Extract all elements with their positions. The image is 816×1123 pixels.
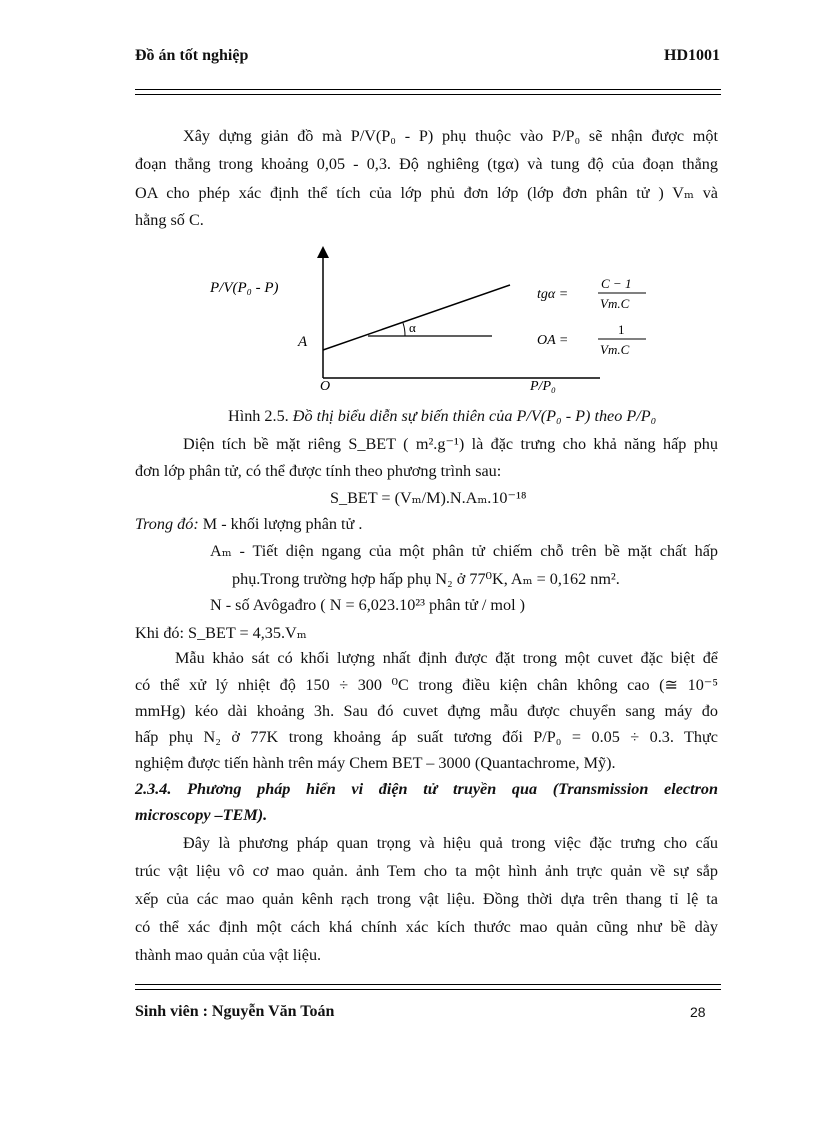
- sample-line-1: Mẫu khảo sát có khối lượng nhất định được đặt trong một cuvet đặc biệt để: [175, 649, 718, 667]
- intro-line-2: đoạn thẳng trong khoảng 0,05 - 0,3. Độ nghiêng (tgα) và tung độ của đoạn thẳng: [135, 155, 718, 173]
- angle-arc: [403, 323, 405, 336]
- header-code: HD1001: [664, 47, 720, 64]
- sample-line-4: hấp phụ N₂ ở 77K trong khoảng áp suất tương đối P/P₀ = 0.05 ÷ 0.3. Thực: [135, 728, 718, 746]
- angle-label: α: [409, 320, 416, 335]
- eq2-denominator: Vm.C: [600, 342, 630, 357]
- section-heading-line-1: 2.3.4. Phương pháp hiển vi điện tử truyền qua (Transmission electron: [135, 780, 718, 798]
- header-rule-2: [135, 94, 721, 95]
- eq2-numerator: 1: [618, 322, 625, 337]
- bet-line-1: Diện tích bề mặt riêng S_BET ( m².g⁻¹) là đặc trưng cho khả năng hấp phụ: [183, 435, 718, 453]
- avogadro-line: N - số Avôgađro ( N = 6,023.10²³ phân tử / mol ): [210, 596, 526, 614]
- header-title: Đồ án tốt nghiệp: [135, 47, 249, 64]
- footer-rule-2: [135, 989, 721, 990]
- intro-line-3: OA cho phép xác định thể tích của lớp phủ đơn lớp (lớp đơn phân tử ) Vₘ và: [135, 184, 718, 202]
- khi-do-line: Khi đó: S_BET = 4,35.Vₘ: [135, 624, 307, 642]
- caption-prefix: Hình 2.5.: [228, 407, 293, 425]
- bet-figure: [200, 240, 670, 400]
- tem-line-3: xếp của các mao quản kênh rạch trong vật liệu. Đồng thời dựa trên thang tỉ lệ ta: [135, 890, 718, 908]
- tem-line-5: thành mao quản của vật liệu.: [135, 946, 322, 964]
- am-line-2: phụ.Trong trường hợp hấp phụ N₂ ở 77⁰K, Aₘ = 0,162 nm².: [232, 570, 620, 588]
- intro-line-4: hằng số C.: [135, 211, 204, 229]
- am-line-1: Aₘ - Tiết diện ngang của một phân tử chiếm chỗ trên bề mặt chất hấp: [210, 542, 718, 560]
- bet-line: [323, 285, 510, 350]
- intro-line-1: Xây dựng giản đồ mà P/V(P₀ - P) phụ thuộc vào P/P₀ sẽ nhận được một: [183, 127, 718, 145]
- footer-student: Sinh viên : Nguyễn Văn Toán: [135, 1003, 335, 1020]
- figure-caption: [228, 407, 656, 426]
- eq2-lhs: OA =: [537, 333, 569, 348]
- eq1-numerator: C − 1: [601, 276, 632, 291]
- bet-line-2: đơn lớp phân tử, có thể được tính theo phương trình sau:: [135, 462, 502, 480]
- y-axis-label: P/V(P₀ - P): [210, 280, 279, 296]
- eq1-denominator: Vm.C: [600, 296, 630, 311]
- where-line: [135, 515, 362, 534]
- tem-line-2: trúc vật liệu vô cơ mao quản. ảnh Tem cho ta một hình ảnh trực quản về sự sắp: [135, 862, 718, 880]
- header-rule-1: [135, 89, 721, 90]
- sample-line-3: mmHg) kéo dài khoảng 3h. Sau đó cuvet đựng mẫu được chuyển sang máy đo: [135, 702, 718, 720]
- bet-formula: S_BET = (Vₘ/M).N.Aₘ.10⁻¹⁸: [330, 489, 527, 507]
- eq1-lhs: tgα =: [537, 287, 569, 302]
- footer-rule-1: [135, 984, 721, 985]
- sample-line-5: nghiệm được tiến hành trên máy Chem BET – 3000 (Quantachrome, Mỹ).: [135, 754, 616, 772]
- sample-line-2: có thể xử lý nhiệt độ 150 ÷ 300 ⁰C trong điều kiện chân không cao (≅ 10⁻⁵: [135, 676, 718, 694]
- where-label: Trong đó:: [135, 515, 199, 533]
- intercept-label: A: [298, 334, 308, 350]
- origin-label: O: [320, 379, 331, 394]
- where-m: M - khối lượng phân tử .: [198, 515, 363, 533]
- tem-line-4: có thể xác định một cách khá chính xác kích thước mao quản cũng như bề dày: [135, 918, 718, 936]
- x-axis-label: P/P₀: [530, 379, 556, 394]
- tem-line-1: Đây là phương pháp quan trọng và hiệu quả trong việc đặc trưng cho cấu: [183, 834, 718, 852]
- section-heading-line-2: microscopy –TEM).: [135, 806, 268, 824]
- caption-text: Đồ thị biểu diễn sự biến thiên của P/V(P₀ - P) theo P/P₀: [292, 407, 657, 425]
- page-number: 28: [690, 1004, 706, 1020]
